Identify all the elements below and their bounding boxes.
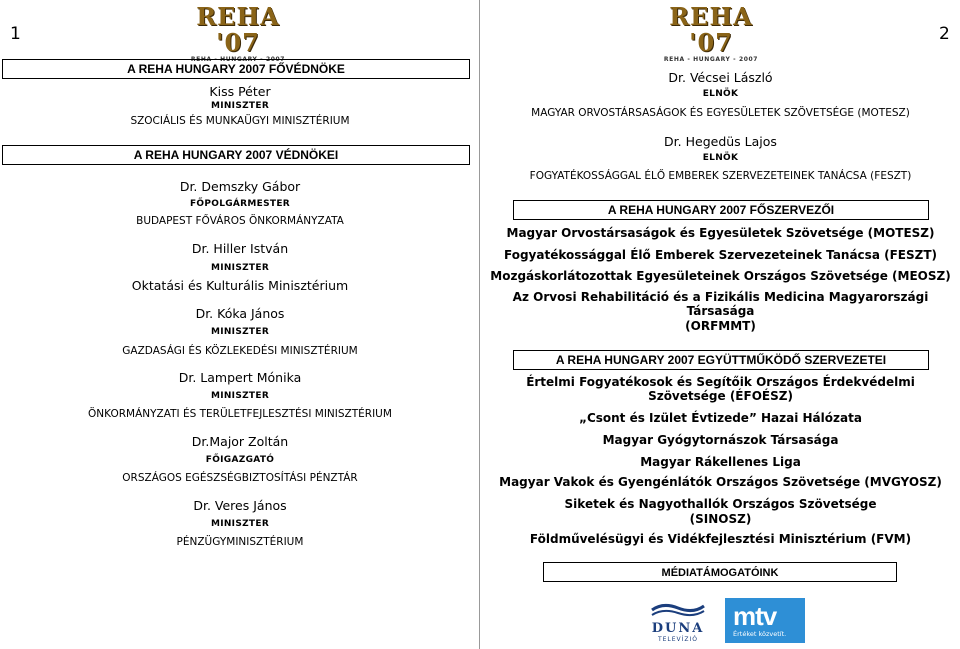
partner-item: Siketek és Nagyothallók Országos Szövetsége: [564, 497, 877, 511]
duna-wave-icon: [648, 600, 708, 618]
president-name: Dr. Hegedüs Lajos: [664, 134, 777, 149]
partner-item: Értelmi Fogyatékosok és Segítőik Országos Érdekvédelmi: [526, 375, 915, 389]
patron-role: MINISZTER: [210, 101, 270, 111]
sponsor-org: ORSZÁGOS EGÉSZSÉGBIZTOSÍTÁSI PÉNZTÁR: [122, 472, 358, 484]
logo-subtitle: REHA - HUNGARY - 2007: [190, 56, 286, 63]
mtv-name: mtv: [733, 601, 777, 631]
sponsor-name: Dr. Lampert Mónika: [178, 370, 302, 385]
partner-item: Magyar Vakok és Gyengénlátók Országos Szövetsége (MVGYOSZ): [499, 475, 942, 489]
sponsor-role: MINISZTER: [210, 263, 270, 273]
partner-item: (SINOSZ): [689, 512, 752, 526]
sponsor-name: Dr.Major Zoltán: [191, 434, 289, 449]
partners-heading: A REHA HUNGARY 2007 EGYÜTTMŰKÖDŐ SZERVEZETEI: [513, 350, 929, 370]
president-name: Dr. Vécsei László: [668, 70, 773, 85]
mtv-logo: [725, 598, 805, 643]
right-page: [481, 0, 960, 649]
partner-item: „Csont és Izület Évtizede” Hazai Hálózata: [579, 411, 862, 425]
organizer-item: Társasága: [686, 304, 755, 318]
logo-title: REHA '07: [196, 2, 280, 57]
organizers-heading: A REHA HUNGARY 2007 FŐSZERVEZŐI: [513, 200, 929, 220]
sponsor-role: MINISZTER: [210, 327, 270, 337]
sponsor-name: Dr. Kóka János: [195, 306, 285, 321]
organizer-item: Fogyatékossággal Élő Emberek Szervezeteinek Tanácsa (FESZT): [504, 248, 937, 262]
sponsor-org: ÖNKORMÁNYZATI ÉS TERÜLETFEJLESZTÉSI MINISZTÉRIUM: [88, 408, 392, 420]
page-number: 1: [10, 24, 21, 44]
president-org: FOGYATÉKOSSÁGGAL ÉLŐ EMBEREK SZERVEZETEINEK TANÁCSA (FESZT): [529, 170, 912, 182]
president-role: ELNÖK: [702, 89, 739, 99]
organizer-item: Mozgáskorlátozottak Egyesületeinek Országos Szövetsége (MEOSZ): [490, 269, 951, 283]
sponsor-role: MINISZTER: [210, 519, 270, 529]
logo-title: REHA '07: [669, 2, 753, 57]
sponsor-role: MINISZTER: [210, 391, 270, 401]
partner-item: Magyar Gyógytornászok Társasága: [602, 433, 839, 447]
sponsor-org: BUDAPEST FŐVÁROS ÖNKORMÁNYZATA: [136, 215, 344, 227]
sponsor-role: FŐPOLGÁRMESTER: [189, 199, 291, 209]
patrons-heading: A REHA HUNGARY 2007 FŐVÉDNÖKE: [2, 59, 470, 79]
president-role: ELNÖK: [702, 153, 739, 163]
duna-name: DUNA: [651, 621, 705, 636]
sponsor-org: GAZDASÁGI ÉS KÖZLEKEDÉSI MINISZTÉRIUM: [122, 345, 358, 357]
organizer-item: Az Orvosi Rehabilitáció és a Fizikális Medicina Magyarországi: [512, 290, 929, 304]
duna-tagline: TELEVÍZIÓ: [657, 636, 699, 643]
media-heading: MÉDIATÁMOGATÓINK: [543, 562, 897, 582]
reha-logo: [651, 2, 771, 63]
media-logos: [481, 598, 960, 643]
sponsor-org: Oktatási és Kulturális Minisztérium: [131, 278, 349, 293]
reha-logo: [178, 2, 298, 63]
duna-logo: [648, 600, 708, 643]
president-org: MAGYAR ORVOSTÁRSASÁGOK ÉS EGYESÜLETEK SZÖVETSÉGE (MOTESZ): [531, 107, 910, 119]
organizer-item: (ORFMMT): [685, 319, 756, 333]
sponsor-org: PÉNZÜGYMINISZTÉRIUM: [176, 536, 304, 548]
page-number: 2: [939, 24, 950, 44]
patron-org: SZOCIÁLIS ÉS MUNKAÜGYI MINISZTÉRIUM: [130, 115, 350, 127]
partner-item: Magyar Rákellenes Liga: [640, 455, 801, 469]
sponsor-role: FŐIGAZGATÓ: [205, 455, 275, 465]
partner-item: Szövetsége (ÉFOÉSZ): [648, 389, 793, 403]
sponsor-name: Dr. Hiller István: [191, 241, 289, 256]
logo-subtitle: REHA - HUNGARY - 2007: [663, 56, 759, 63]
sponsors-heading: A REHA HUNGARY 2007 VÉDNÖKEI: [2, 145, 470, 165]
sponsor-name: Dr. Veres János: [193, 498, 287, 513]
organizer-item: Magyar Orvostársaságok és Egyesületek Szövetsége (MOTESZ): [506, 226, 935, 240]
partner-item: Földművelésügyi és Vidékfejlesztési Minisztérium (FVM): [529, 532, 912, 546]
sponsor-name: Dr. Demszky Gábor: [179, 179, 301, 194]
patron-name: Kiss Péter: [209, 84, 271, 99]
mtv-tagline: Értéket közvetít.: [733, 630, 787, 638]
